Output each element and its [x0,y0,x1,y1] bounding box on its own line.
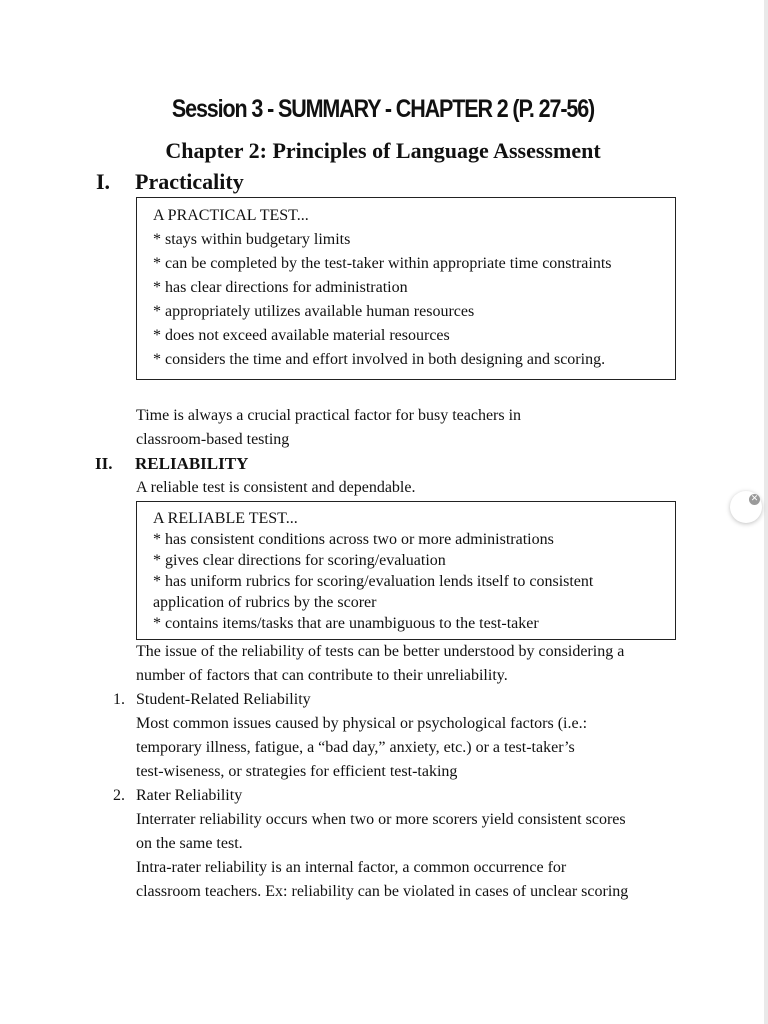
section-2-title: RELIABILITY [135,454,249,473]
box-line: A PRACTICAL TEST... [153,207,309,224]
text-line: Most common issues caused by physical or psychological factors (i.e.: [136,715,588,732]
section-1-title: Practicality [135,169,244,194]
text-line: test-wiseness, or strategies for efficient test-taking [136,763,458,780]
text-line: classroom-based testing [136,431,290,448]
box-line: * gives clear directions for scoring/evaluation [153,552,446,569]
box-line: application of rubrics by the scorer [153,594,377,611]
list-item-title: Student-Related Reliability [136,691,311,708]
list-item-1-number: 1. [113,691,125,708]
box-line: * does not exceed available material resources [153,327,450,344]
box-line: * has clear directions for administration [153,279,408,296]
practical-test-box [136,197,676,380]
box-line: * has consistent conditions across two or more administrations [153,531,554,548]
box-line: A RELIABLE TEST... [153,510,298,527]
text-line: The issue of the reliability of tests can be better understood by considering a [136,643,625,660]
list-item-2 [136,784,628,904]
list-item-2-number: 2. [113,787,125,804]
box-line: * appropriately utilizes available human resources [153,303,475,320]
section-2-number: II. [95,454,113,473]
section-1-number: I. [96,169,111,194]
list-item-1 [136,688,587,784]
text-line: Intra-rater reliability is an internal factor, a common occurrence for [136,859,567,876]
reliable-test-box [136,501,676,640]
text-line: on the same test. [136,835,243,852]
reliability-intro: A reliable test is consistent and dependable. [136,479,416,496]
text-line: classroom teachers. Ex: reliability can be violated in cases of unclear scoring [136,883,629,900]
box-line: * has uniform rubrics for scoring/evaluation lends itself to consistent [153,573,594,590]
reliability-discussion [136,640,624,688]
box-line: * stays within budgetary limits [153,231,351,248]
box-line: * considers the time and effort involved in both designing and scoring. [153,351,606,368]
close-icon: ✕ [750,494,759,504]
box-line: * can be completed by the test-taker within appropriate time constraints [153,255,612,272]
list-item-title: Rater Reliability [136,787,243,804]
document-title: Session 3 - SUMMARY - CHAPTER 2 (P. 27-56) [171,95,595,123]
text-line: Interrater reliability occurs when two or more scorers yield consistent scores [136,811,626,828]
text-line: number of factors that can contribute to their unreliability. [136,667,508,684]
text-line: Time is always a crucial practical factor for busy teachers in [136,407,522,424]
box-line: * contains items/tasks that are unambiguous to the test-taker [153,615,539,632]
floating-close-button[interactable] [730,491,762,523]
text-line: temporary illness, fatigue, a “bad day,” anxiety, etc.) or a test-taker’s [136,739,575,756]
practicality-note [136,404,521,452]
chapter-title: Chapter 2: Principles of Language Assessment [165,138,601,163]
